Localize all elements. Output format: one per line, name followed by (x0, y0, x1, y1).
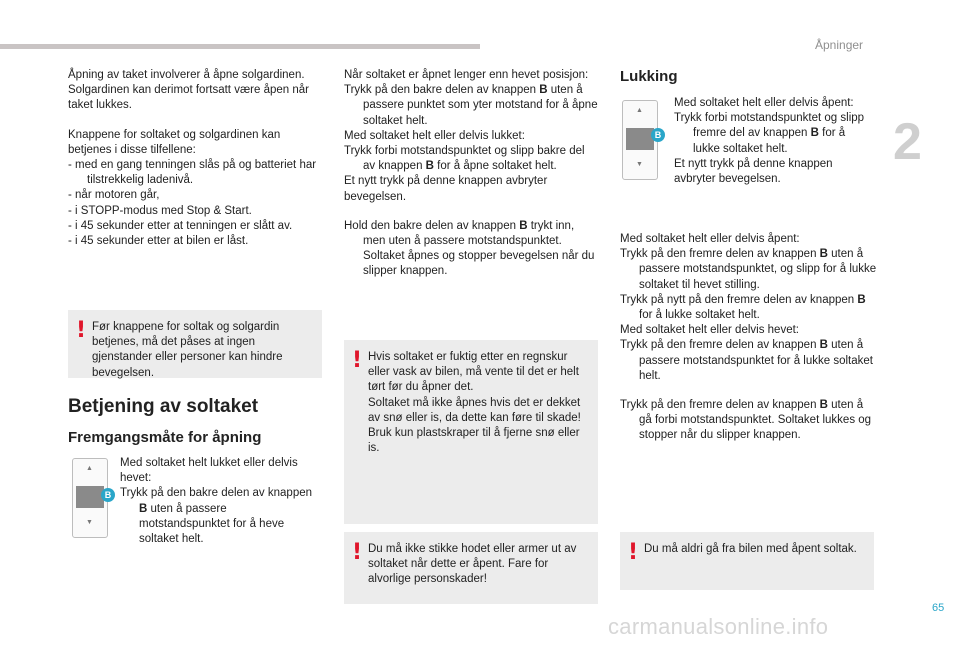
page-number: 65 (932, 602, 945, 614)
open-lead: Med soltaket helt lukket eller delvis (120, 457, 298, 469)
column-3-body (620, 232, 878, 444)
section-heading: Betjening av soltaket (68, 396, 259, 417)
close-step: Trykk forbi motstandspunktet og slipp fremre del av knappen B for å lukke soltaket helt. (674, 112, 865, 155)
intro-line: Åpning av taket involverer å åpne solgardinen. (68, 69, 305, 81)
warning-icon: ! (352, 540, 363, 565)
step-item: Trykk på den fremre delen av knappen B uten å passere motstandspunktet, og slipp for å lukke soltaket til hevet stilling. (620, 248, 877, 291)
heading-closing: Lukking (620, 68, 678, 85)
up-arrow-icon: ▲ (86, 465, 93, 472)
warning-icon: ! (352, 348, 363, 373)
warning-box-leave-car (620, 532, 874, 590)
condition-item: - i STOPP-modus med Stop & Start. (68, 204, 252, 217)
column-1 (68, 68, 328, 249)
up-arrow-icon: ▲ (636, 107, 643, 114)
intro-line: taket lukkes. (68, 99, 132, 112)
warning-text: Du må aldri gå fra bilen med åpent soltak. (644, 543, 857, 555)
open-step: Trykk på den bakre delen av knappen B uten å passere motstandspunktet for å heve soltaket helt. (120, 487, 313, 546)
open-lead: hevet: (120, 472, 152, 485)
close-after: Et nytt trykk på denne knappen avbryter bevegelsen. (674, 157, 833, 186)
section-title: Åpninger (815, 38, 864, 52)
condition-item: - i 45 sekunder etter at bilen er låst. (68, 235, 249, 248)
condition-item: - i 45 sekunder etter at tenningen er slått av. (68, 219, 293, 232)
button-b-badge: B (101, 488, 115, 502)
warning-icon: ! (628, 540, 639, 565)
warning-box-obstruction (68, 310, 322, 378)
button-b-badge: B (651, 128, 665, 142)
text-line: Med soltaket helt eller delvis lukket: (344, 129, 525, 142)
hold-step: Hold den bakre delen av knappen B trykt inn, men uten å passere motstandspunktet. Soltaket åpnes og stopper bevegelsen når du slipper knappen. (344, 219, 595, 278)
buttons-intro: betjenes i disse tilfellene: (68, 143, 196, 156)
watermark: carmanualsonline.info (608, 614, 829, 639)
chapter-number: 2 (893, 113, 922, 171)
buttons-intro: Knappene for soltaket og solgardinen kan (68, 128, 281, 141)
step-item: Trykk på den bakre delen av knappen B uten å passere punktet som yter motstand for å åpne soltaket helt. (344, 84, 598, 127)
condition-item: - med en gang tenningen slås på og batteriet har tilstrekkelig ladenivå. (68, 159, 317, 187)
warning-text: Du må ikke stikke hodet eller armer ut av soltaket når dette er åpent. Fare for alvorlige personskader! (368, 543, 577, 586)
warning-box-moisture (344, 340, 598, 524)
down-arrow-icon: ▼ (86, 519, 93, 526)
warning-icon: ! (76, 318, 87, 343)
column-2 (344, 68, 598, 280)
text-line: Et nytt trykk på denne knappen avbryter bevegelsen. (344, 175, 548, 203)
text-line: Med soltaket helt eller delvis åpent: (620, 233, 800, 245)
header-bar (0, 44, 480, 49)
text-line: Når soltaket er åpnet lenger enn hevet posisjon: (344, 69, 589, 81)
warning-text: Før knappene for soltak og solgardin betjenes, må det påses at ingen gjenstander eller personer kan hindre bevegelsen. (92, 321, 283, 379)
step-item: Trykk forbi motstandspunktet og slipp bakre del av knappen B for å åpne soltaket helt. (344, 145, 585, 173)
closing-procedure (674, 96, 874, 187)
warning-box-safety (344, 532, 598, 604)
step-item: Trykk på den fremre delen av knappen B uten å passere motstandspunktet for å lukke soltaket helt. (620, 339, 873, 382)
step-item: Trykk på nytt på den fremre delen av knappen B for å lukke soltaket helt. (620, 293, 866, 322)
subheading-opening: Fremgangsmåte for åpning (68, 429, 262, 446)
close-lead: Med soltaket helt eller delvis åpent: (674, 97, 854, 109)
intro-line: Solgardinen kan derimot fortsatt være åpen når (68, 84, 309, 97)
text-line: Med soltaket helt eller delvis hevet: (620, 324, 799, 337)
car-roof-icon (626, 128, 654, 150)
condition-item: - når motoren går, (68, 189, 160, 202)
warning-text: Hvis soltaket er fuktig etter en regnskur eller vask av bilen, må vente til det er helt tørt før du åpner det. Soltaket må ikke åpnes hvis det er dekket av snø eller is, da dette kan føre til skade! Bruk kun plastskraper til å fjerne snø eller is. (368, 351, 581, 455)
opening-procedure (120, 456, 320, 547)
last-step: Trykk på den fremre delen av knappen B uten å gå forbi motstandspunktet. Soltaket lukkes og stopper når du slipper knappen. (620, 399, 872, 442)
down-arrow-icon: ▼ (636, 161, 643, 168)
car-roof-icon (76, 486, 104, 508)
